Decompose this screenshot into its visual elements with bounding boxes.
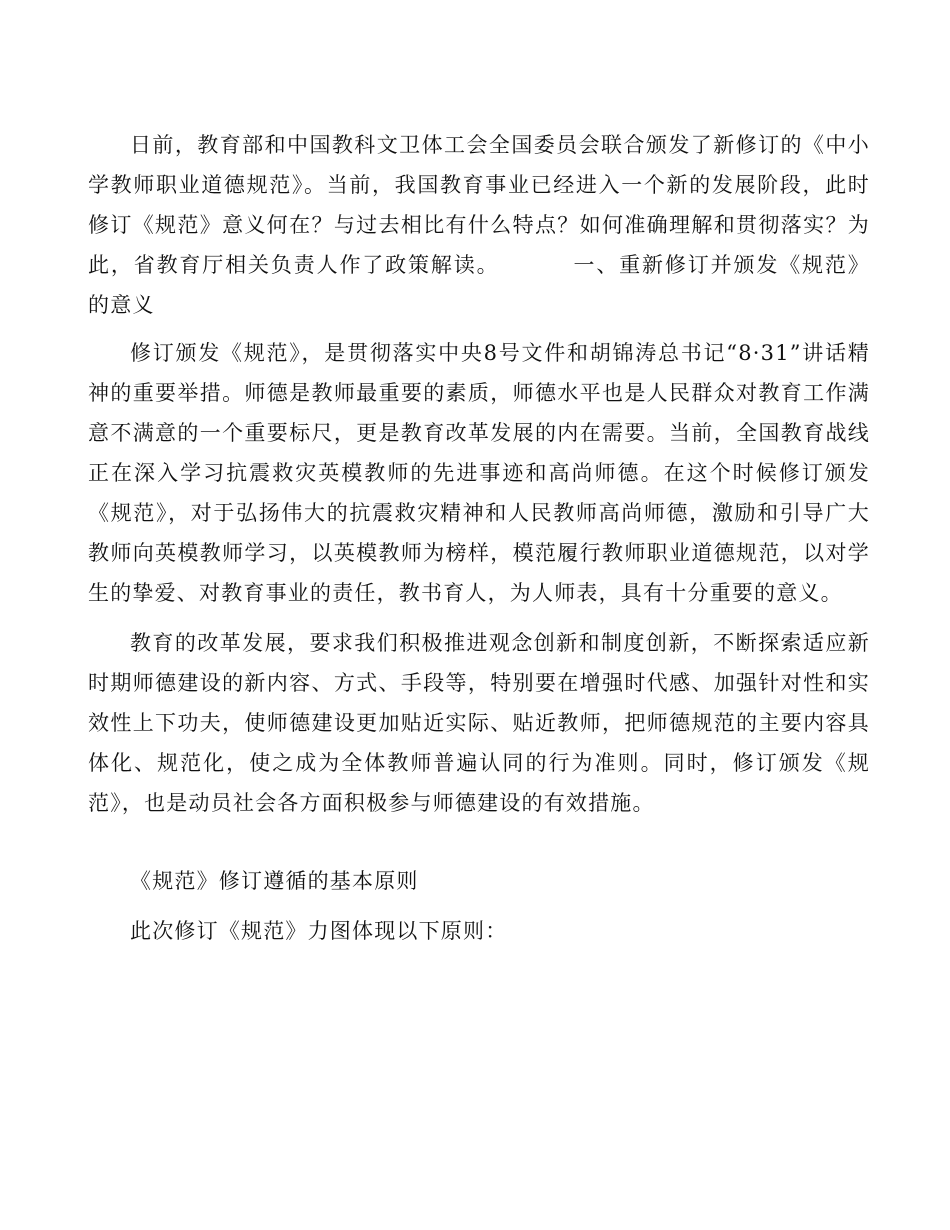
closing-paragraph: 此次修订《规范》力图体现以下原则： <box>130 919 508 943</box>
paragraph-significance: 修订颁发《规范》，是贯彻落实中央8号文件和胡锦涛总书记“8·31”讲话精神的重要举措。师德是教师最重要的素质，师德水平也是人民群众对教育工作满意不满意的一个重要标尺，更是教育改革发展的内在需要。当前，全国教育战线正在深入学习抗震救灾英模教师的先进事迹和高尚师德。在这个时候修订颁发《规范》，对于弘扬伟大的抗震救灾精神和人民教师高尚师德，激励和引导广大教师向英模教师学习，以英模教师为榜样，模范履行教师职业道德规范，以对学生的挚爱、对教育事业的责任，教书育人，为人师表，具有十分重要的意义。 <box>88 341 870 605</box>
section-heading: 《规范》修订遵循的基本原则 <box>130 869 419 893</box>
intro-paragraph <box>88 125 870 325</box>
document-body <box>88 125 870 959</box>
paragraph-reform: 教育的改革发展，要求我们积极推进观念创新和制度创新，不断探索适应新时期师德建设的新内容、方式、手段等，特别要在增强时代感、加强针对性和实效性上下功夫，使师德建设更加贴近实际、贴近教师，把师德规范的主要内容具体化、规范化，使之成为全体教师普遍认同的行为准则。同时，修订颁发《规范》，也是动员社会各方面积极参与师德建设的有效措施。 <box>88 631 870 815</box>
inline-section-heading: 一、重新修订并颁发《规范》的意义 <box>88 253 870 317</box>
intro-text: 日前，教育部和中国教科文卫体工会全国委员会联合颁发了新修订的《中小学教师职业道德规范》。当前，我国教育事业已经进入一个新的发展阶段，此时修订《规范》意义何在？与过去相比有什么特点？如何准确理解和贯彻落实？为此，省教育厅相关负责人作了政策解读。 <box>88 133 870 277</box>
